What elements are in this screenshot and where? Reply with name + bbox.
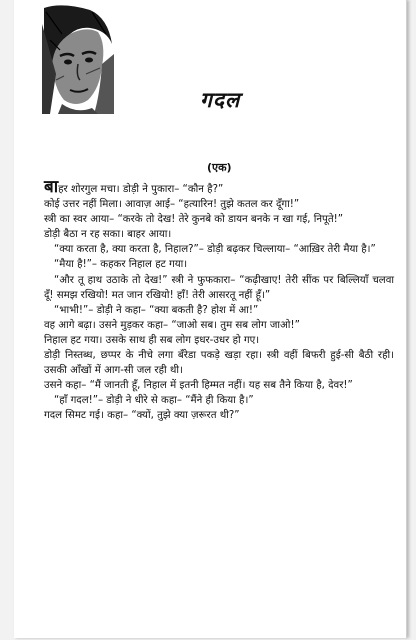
first-paragraph-text: हर शोरगुल मचा। डोड़ी ने पुकारा– “कौन है?” xyxy=(58,184,224,195)
paragraph: “क्या करता है, क्या करता है, निहाल?”– डोड़ी बढ़कर चिल्लाया– “आख़िर तेरी मैया है।” xyxy=(54,244,376,256)
portrait-illustration xyxy=(42,4,114,114)
section-label: (एक) xyxy=(207,161,232,174)
paragraph: निहाल हट गया। उसके साथ ही सब लोग इधर-उधर हो गए। xyxy=(44,334,260,346)
drop-cap: बा xyxy=(44,177,59,197)
paragraph: स्त्री का स्वर आया– “करके तो देख! तेरे कुनबे को डायन बनके न खा गई, निपूते!” xyxy=(44,214,343,226)
paragraph: गदल सिमट गई। कहा– “क्यों, तुझे क्या ज़रूरत थी?” xyxy=(44,410,240,422)
first-paragraph xyxy=(44,177,394,197)
paragraph: कोई उत्तर नहीं मिला। आवाज़ आई– “हत्यारिन! तुझे कतल कर दूँगा!” xyxy=(44,199,300,211)
paragraph: डोड़ी बैठा न रह सका। बाहर आया। xyxy=(44,229,172,241)
paragraph: उसने कहा– “मैं जानती हूँ, निहाल में इतनी हिम्मत नहीं। यह सब तैने किया है, देवर!” xyxy=(44,380,353,392)
paragraph: “हाँ गदल!”– डोड़ी ने धीरे से कहा– “मैंने ही किया है।” xyxy=(54,395,254,407)
paragraph: वह आगे बढ़ा। उसने मुड़कर कहा– “जाओ सब। तुम सब लोग जाओ!” xyxy=(44,319,300,331)
paragraph-list xyxy=(44,197,394,423)
paragraph: “भाभी!”– डोड़ी ने कहा– “क्या बकती है? होश में आ!” xyxy=(54,304,259,316)
paragraph: डोड़ी निस्तब्ध, छप्पर के नीचे लगा बँरेडा पकड़े खड़ा रहा। स्त्री वहीं बिफरी हुई-सी बैठी रही। उसकी आँखों में आग-सी जल रही थी। xyxy=(44,350,394,377)
paragraph: “मैया है!”– कहकर निहाल हट गया। xyxy=(54,259,188,271)
story-body xyxy=(44,177,394,424)
paragraph: “और तू हाथ उठाके तो देख!” स्त्री ने फुफकारा– “कढ़ीखाए! तेरी सींक पर बिल्लियाँ चलवा दूँ! समझ रखियो! मत जान रखियो! हाँ! तेरी आसरतू नहीं हूँ।” xyxy=(44,274,394,301)
story-title: गदल xyxy=(200,88,241,112)
book-page xyxy=(14,0,407,638)
